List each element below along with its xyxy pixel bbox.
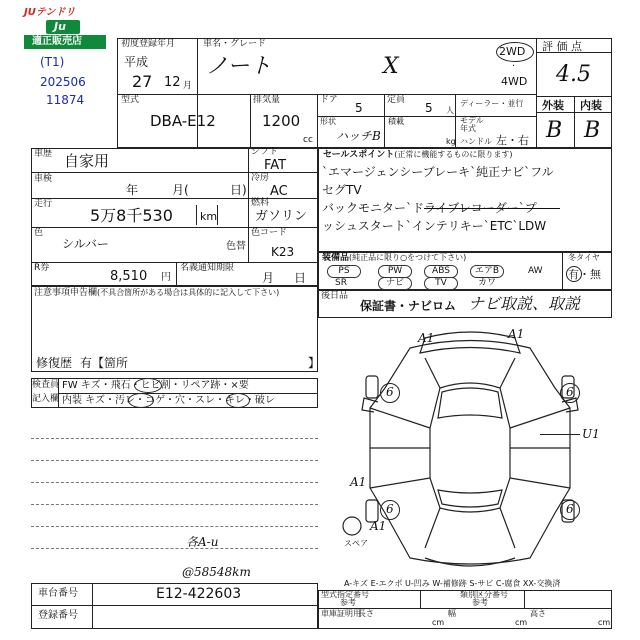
recycle-unit: 円 bbox=[161, 272, 171, 283]
aircon-value: AC bbox=[270, 184, 288, 199]
sales-line-1: `エマージェンシーブレーキ`純正ナビ`フル bbox=[322, 165, 554, 179]
equip-aw: AW bbox=[528, 266, 543, 276]
height-label: 高さ bbox=[530, 609, 546, 618]
accessories-value: 保証書・ナビロム bbox=[360, 299, 457, 313]
inspection-month: 月( bbox=[172, 183, 189, 197]
accessories-handwritten: ナビ取説、取説 bbox=[468, 294, 581, 313]
load-unit: kg bbox=[446, 137, 456, 146]
length-label: 長さ bbox=[358, 609, 374, 618]
color-code-label: 色コード bbox=[251, 228, 288, 238]
drive-4wd: 4WD bbox=[501, 75, 528, 88]
interior-score: B bbox=[584, 118, 601, 143]
cc-unit: cc bbox=[303, 135, 313, 145]
tax-day: 日 bbox=[294, 271, 307, 285]
recycle-value: 8,510 bbox=[110, 269, 148, 284]
mark-a1-front-left: A1 bbox=[418, 331, 435, 345]
inspection-label: 車検 bbox=[34, 174, 53, 184]
car-name: ノート bbox=[206, 54, 272, 79]
drive-dot: · bbox=[512, 61, 516, 72]
color-label: 色 bbox=[34, 228, 44, 238]
mark-6-front-left-wheel: 6 bbox=[386, 385, 394, 399]
date-code: 202506 bbox=[40, 75, 86, 89]
exterior-score: B bbox=[546, 118, 563, 143]
registration-month-unit: 月 bbox=[183, 81, 193, 91]
registration-year: 27 bbox=[132, 72, 153, 91]
handwritten-note-1: 各A-u bbox=[186, 535, 219, 549]
inspector-interior-line: 内装 キズ・汚レ・コゲ・穴・スレ・キレ・破レ bbox=[62, 395, 275, 406]
mark-a1-left-side: A1 bbox=[350, 475, 367, 489]
sales-point-label: セールスポイント(正常に機能するものに限ります) bbox=[323, 150, 513, 160]
notes-box bbox=[31, 286, 321, 372]
inspection-day: 日) bbox=[230, 183, 247, 197]
aircon-label: 冷房 bbox=[251, 173, 270, 183]
mileage-unit: km bbox=[200, 210, 218, 223]
capacity-unit: 人 bbox=[446, 106, 454, 115]
interior-label: 内装 bbox=[580, 99, 602, 112]
inspector-label-2: 記入欄 bbox=[32, 394, 60, 404]
load-label: 積載 bbox=[388, 117, 404, 126]
seller-name-bar bbox=[24, 35, 106, 49]
equip-leather: カワ bbox=[478, 278, 497, 288]
lane-label: (T1) bbox=[40, 55, 65, 69]
first-registration-label: 初度登録年月 bbox=[121, 39, 176, 49]
displacement-label: 排気量 bbox=[253, 95, 281, 105]
equip-pw: PW bbox=[378, 265, 412, 278]
car-diagram bbox=[330, 318, 610, 578]
damage-codes-legend: A-キズ E-エクボ U-凹み W-補修跡 S-サビ C-腐食 XX-交換済 bbox=[344, 579, 561, 588]
handwritten-note-2: @58548km bbox=[182, 565, 251, 579]
sales-line-2: セグTV bbox=[322, 183, 362, 197]
spec-label-1: 型式指定番号 bbox=[321, 590, 369, 599]
strike-line bbox=[424, 208, 560, 209]
fuel-value: ガソリン bbox=[255, 209, 308, 224]
mark-a1-rear-left: A1 bbox=[370, 519, 387, 533]
sales-line-3: バックモニター`ドライブレコーダー`プ bbox=[322, 201, 537, 215]
logo-mark: Ju bbox=[46, 20, 80, 34]
spare-label: スペア bbox=[344, 539, 368, 548]
car-name-label: 車名・グレード bbox=[203, 39, 267, 49]
capacity-label: 定員 bbox=[387, 95, 406, 105]
color-change-label: 色替 bbox=[226, 241, 246, 252]
equip-abs: ABS bbox=[424, 265, 458, 278]
sales-point-box bbox=[318, 148, 612, 252]
exterior-label: 外装 bbox=[542, 99, 564, 112]
winter-tire-choice: 有・無 bbox=[568, 268, 601, 281]
model-label: 型式 bbox=[121, 95, 140, 105]
tax-label: 名義通知期限 bbox=[180, 263, 235, 273]
spec-ref-1: 参考 bbox=[340, 598, 356, 607]
seller-logo bbox=[24, 6, 106, 50]
shape-label: 形状 bbox=[320, 117, 336, 126]
doors-label: ドア bbox=[320, 95, 338, 105]
shift-value: FAT bbox=[264, 158, 287, 173]
capacity: 5 bbox=[425, 101, 433, 115]
inspection-year: 年 bbox=[126, 183, 139, 197]
mileage-value: 5万8千530 bbox=[90, 206, 173, 225]
logo-text: JUテンドリ bbox=[24, 7, 76, 18]
chassis-label: 車台番号 bbox=[38, 588, 78, 599]
displacement: 1200 bbox=[262, 112, 301, 130]
handle-value: 左・右 bbox=[496, 134, 529, 147]
mark-6-rear-left-wheel: 6 bbox=[386, 502, 394, 516]
shape: ハッチB bbox=[336, 129, 381, 143]
car-grade: X bbox=[383, 54, 399, 79]
cert-label: 車庫証明用 bbox=[321, 609, 361, 618]
spec-ref-2: 参考 bbox=[472, 598, 488, 607]
doors: 5 bbox=[355, 101, 363, 115]
registration-era: 平成 bbox=[124, 55, 149, 69]
dealer-label: ディーラー・並行 bbox=[460, 99, 524, 108]
color-value: シルバー bbox=[62, 237, 109, 251]
usage-value: 自家用 bbox=[64, 152, 110, 170]
mark-6-rear-right-wheel: 6 bbox=[566, 502, 574, 516]
spec-label-2: 類別区分番号 bbox=[460, 590, 508, 599]
equip-navi: ナビ bbox=[378, 277, 412, 290]
model-year-label: モデル年式 bbox=[460, 116, 484, 133]
seller-name: 適正販売店 bbox=[32, 36, 82, 47]
equip-ps: PS bbox=[327, 265, 361, 278]
winter-tire-head: 冬タイヤ bbox=[568, 253, 600, 262]
mark-6-front-right-wheel: 6 bbox=[566, 385, 574, 399]
equipment-label: 装備品(純正品に限り○をつけて下さい) bbox=[322, 253, 467, 263]
mileage-label: 走行 bbox=[34, 199, 53, 209]
color-code: K23 bbox=[271, 245, 295, 259]
mark-a1-front-right: A1 bbox=[508, 327, 525, 341]
drive-2wd: 2WD bbox=[499, 45, 526, 58]
inspector-label-1: 検査員 bbox=[32, 380, 60, 390]
score-label: 評 価 点 bbox=[542, 40, 582, 53]
shift-label: シフト bbox=[251, 147, 279, 157]
repair-value: 有【箇所 bbox=[80, 356, 129, 370]
usage-label: 車歴 bbox=[34, 149, 53, 159]
notes-label: 注意事項申告欄(不具合箇所がある場合は具体的に記入して下さい) bbox=[34, 288, 280, 298]
mark-u1-right-side: U1 bbox=[582, 427, 600, 441]
length-cm: cm bbox=[432, 618, 445, 627]
equip-tv: TV bbox=[424, 277, 458, 290]
model-code: DBA-E12 bbox=[150, 112, 216, 130]
lot-number: 11874 bbox=[46, 93, 85, 107]
equip-sr: SR bbox=[335, 278, 347, 288]
width-cm: cm bbox=[515, 618, 528, 627]
repair-label: 修復歴 bbox=[36, 356, 73, 370]
equip-airbag: エアB bbox=[470, 265, 504, 278]
inspector-fw-line: FW キズ・飛石・ヒビ割・リペア跡・×要 bbox=[62, 380, 249, 391]
registration-number-label: 登録番号 bbox=[38, 610, 78, 621]
repair-close: 】 bbox=[308, 356, 321, 370]
height-cm: cm bbox=[598, 618, 611, 627]
width-label: 幅 bbox=[448, 609, 456, 618]
score-value: 4.5 bbox=[556, 62, 591, 87]
recycle-label: R券 bbox=[34, 263, 50, 273]
registration-month: 12 bbox=[164, 75, 181, 90]
tax-month: 月 bbox=[262, 271, 275, 285]
chassis-value: E12-422603 bbox=[156, 586, 242, 602]
accessories-label: 後日品 bbox=[321, 291, 349, 301]
sales-line-4: ッシュスタート`インテリキー`ETC`LDW bbox=[322, 219, 547, 233]
fuel-label: 燃料 bbox=[251, 198, 270, 208]
handle-label: ハンドル bbox=[460, 137, 492, 146]
